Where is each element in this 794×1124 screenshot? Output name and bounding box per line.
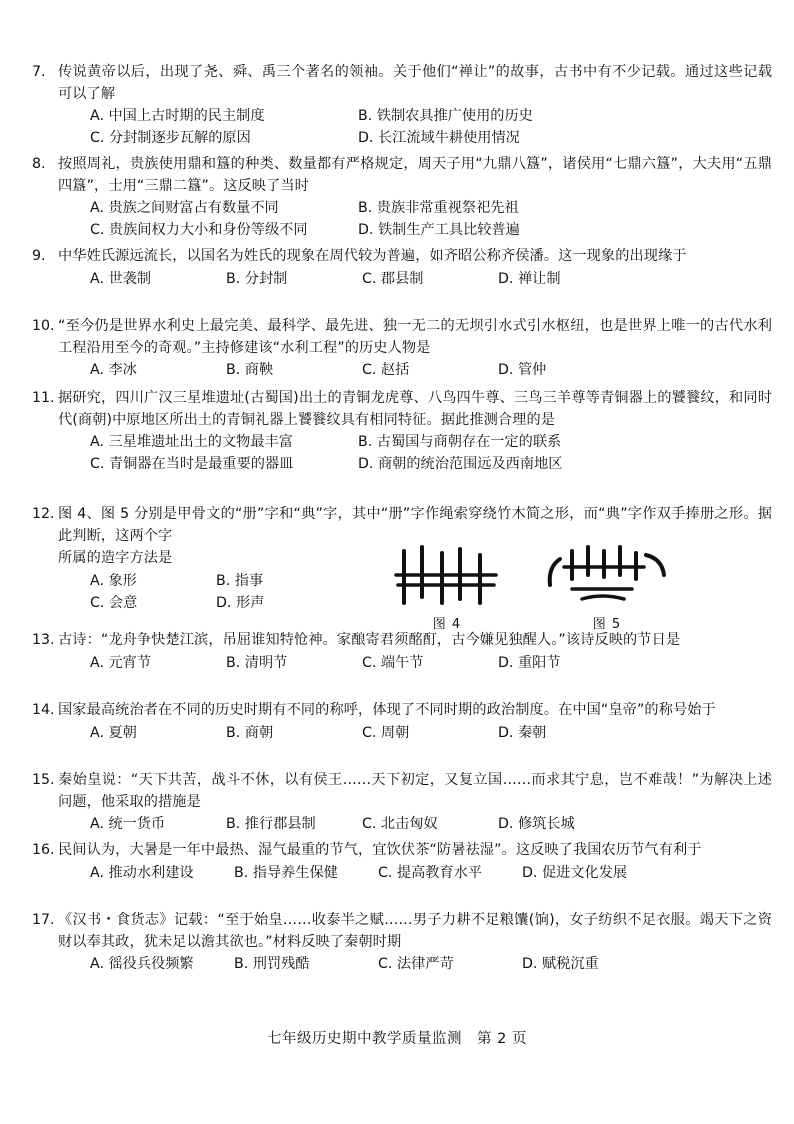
question-text: 《汉书・食货志》记载：“至于始皇……收泰半之赋……男子力耕不足粮馕(饷)，女子纺织不足衣服。竭天下之资财以奉其政，犹未足以澹其欲也。”材料反映了秦朝时期 [58,912,772,950]
figure-5 [542,545,672,632]
option-d: D. 赋税沉重 [522,956,599,972]
question-stem [32,840,772,862]
question-16 [32,840,772,885]
option-b: B. 指导养生保健 [234,864,338,881]
option-d: D. 修筑长城 [498,816,575,832]
question-text-2: 所属的造字方法是 [58,550,173,566]
question-number: 10. [32,318,55,334]
figure-4-caption: 图 4 [432,617,462,632]
options [90,269,772,291]
option-c: C. 赵括 [362,362,410,378]
question-text: 国家最高统治者在不同的历史时期有不同的称呼，体现了不同时期的政治制度。在中国“皇帝”的称号始于 [58,702,716,718]
option-b: B. 分封制 [226,270,288,287]
option-d: D. 管仲 [498,362,547,378]
options [90,106,772,150]
option-a: A. 三星堆遗址出土的文物最丰富 [90,434,293,450]
question-7 [32,62,772,150]
option-d: D. 秦朝 [498,724,547,741]
question-number: 11. [32,390,55,406]
option-a: A. 徭役兵役频繁 [90,956,194,972]
option-b: B. 商鞅 [226,362,274,378]
question-11 [32,388,772,476]
oracle-bone-ce-glyph [392,545,502,607]
option-d: D. 禅让制 [498,270,561,287]
options [90,432,772,476]
option-b: B. 清明节 [226,654,288,671]
option-c: C. 郡县制 [362,270,424,287]
question-text: 图 4、图 5 分别是甲骨文的“册”字和“典”字，其中“册”字作绳索穿绕竹木简之形，而“典”字作双手捧册之形。据此判断，这两个字 [58,506,772,544]
option-c: C. 贵族间权力大小和身份等级不同 [90,222,308,238]
option-b: B. 铁制农具推广使用的历史 [358,108,533,124]
question-number: 13. [32,632,55,648]
options [90,723,772,745]
page-footer: 七年级历史期中教学质量监测 第 2 页 [267,1031,527,1047]
option-a: A. 李冰 [90,362,137,378]
oracle-bone-dian-glyph [542,545,672,607]
question-number: 8. [32,156,46,172]
question-text: “至今仍是世界水利史上最完美、最科学、最先进、独一无二的无坝引水式引水枢纽，也是世界上唯一的古代水利工程沿用至今的奇观。”主持修建该“水利工程”的历史人物是 [58,318,772,356]
question-stem [32,388,772,431]
question-text: 据研究，四川广汉三星堆遗址(古蜀国)出土的青铜龙虎尊、八鸟四牛尊、三鸟三羊尊等青铜器上的饕餮纹，和同时代(商朝)中原地区所出土的青铜礼器上饕餮纹具有相同特征。据此推测合理的是 [58,390,772,428]
question-stem [32,504,772,547]
question-text: 按照周礼，贵族使用鼎和簋的种类、数量都有严格规定，周天子用“九鼎八簋”，诸侯用“七鼎六簋”，大夫用“五鼎四簋”，士用“三鼎二簋”。这反映了当时 [58,156,772,194]
option-a: A. 象形 [90,572,137,589]
question-stem [32,316,772,359]
options [90,360,772,382]
options [90,814,772,836]
question-number: 7. [32,64,46,80]
question-text: 秦始皇说：“天下共苦，战斗不休，以有侯王……天下初定，又复立国……而求其宁息，岂不难哉！”为解决上述问题，他采取的措施是 [58,772,772,810]
option-c: C. 法律严苛 [378,956,454,972]
option-c: C. 分封制逐步瓦解的原因 [90,130,251,146]
question-14 [32,700,772,745]
option-c: C. 周朝 [362,724,410,741]
question-number: 14. [32,702,55,718]
figure-4 [392,545,502,632]
option-b: B. 贵族非常重视祭祀先祖 [358,200,519,216]
question-17 [32,910,772,976]
option-c: C. 会意 [90,594,138,611]
option-a: A. 夏朝 [90,724,137,741]
question-stem [32,154,772,197]
option-a: A. 元宵节 [90,654,152,671]
option-b: B. 推行郡县制 [226,816,316,832]
question-stem [32,910,772,953]
option-d: D. 商朝的统治范围远及西南地区 [358,456,563,472]
question-stem [32,770,772,813]
question-13 [32,630,772,675]
options [90,954,772,976]
option-a: A. 贵族之间财富占有数量不同 [90,200,279,216]
options [90,863,772,885]
option-c: C. 青铜器在当时是最重要的器皿 [90,456,294,472]
option-a: A. 中国上古时期的民主制度 [90,108,265,124]
question-text: 民间认为，大暑是一年中最热、湿气最重的节气，宜饮伏茶“防暑祛湿”。这反映了我国农历节气有利于 [58,842,702,858]
option-b: B. 古蜀国与商朝存在一定的联系 [358,434,562,450]
option-c: C. 提高教育水平 [378,864,483,881]
question-number: 15. [32,772,55,788]
option-d: D. 形声 [216,594,265,611]
question-15 [32,770,772,836]
options [90,198,772,242]
question-9 [32,246,772,291]
question-8 [32,154,772,242]
option-b: B. 指事 [216,572,264,589]
question-stem [32,630,772,652]
question-text: 传说黄帝以后，出现了尧、舜、禹三个著名的领袖。关于他们“禅让”的故事，古书中有不少记载。通过这些记载可以了解 [58,64,772,102]
option-d: D. 铁制生产工具比较普遍 [358,222,520,238]
option-d: D. 重阳节 [498,654,561,671]
question-stem [32,700,772,722]
question-stem [32,246,772,268]
question-text: 古诗：“龙舟争快楚江滨，吊屈谁知特怆神。家酿寄君须酩酊，古今嫌见独醒人。”该诗反映的节日是 [58,632,681,648]
question-number: 12. [32,506,55,522]
options [90,571,410,615]
option-a: A. 世袭制 [90,270,152,287]
question-number: 16. [32,842,55,858]
options [90,653,772,675]
question-number: 9. [32,248,46,264]
option-a: A. 统一货币 [90,816,166,832]
option-d: D. 长江流域牛耕使用情况 [358,130,520,146]
option-c: C. 北击匈奴 [362,816,438,832]
option-d: D. 促进文化发展 [522,864,628,881]
option-a: A. 推动水利建设 [90,864,194,881]
option-c: C. 端午节 [362,654,424,671]
question-number: 17. [32,912,55,928]
figure-5-caption: 图 5 [592,617,622,632]
question-stem [32,62,772,105]
option-b: B. 商朝 [226,724,274,741]
question-text: 中华姓氏源远流长，以国名为姓氏的现象在周代较为普遍，如齐昭公称齐侯潘。这一现象的出现缘于 [58,248,687,264]
question-10 [32,316,772,382]
option-b: B. 刑罚残酷 [234,956,310,972]
